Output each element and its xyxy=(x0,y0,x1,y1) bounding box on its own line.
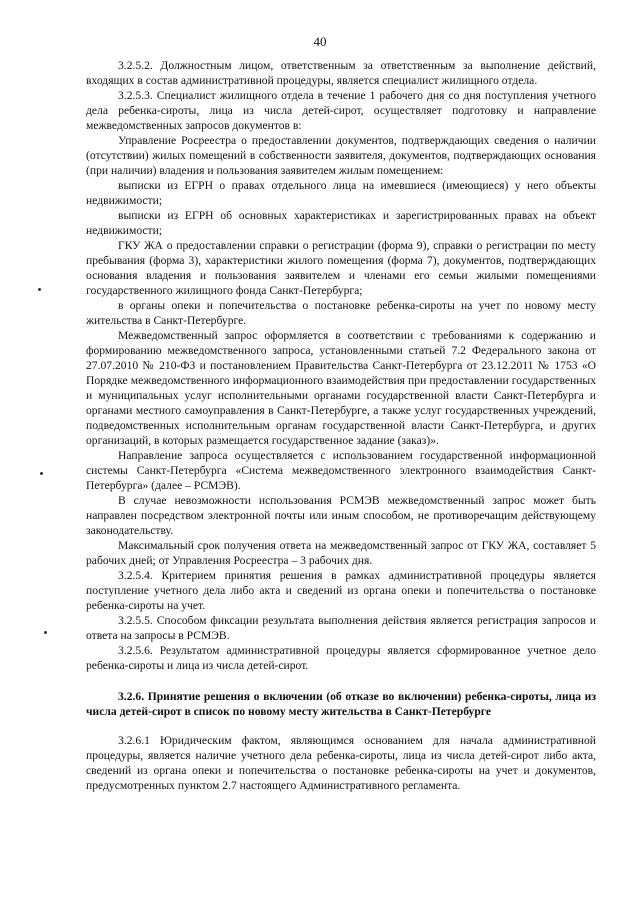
page-number: 40 xyxy=(313,34,327,49)
paragraph: в органы опеки и попечительства о постановке ребенка-сироты на учет по новому месту жительства в Санкт-Петербурге. xyxy=(86,299,596,327)
margin-dot xyxy=(38,288,41,291)
paragraph: 3.2.5.3. Специалист жилищного отдела в течение 1 рабочего дня со дня поступления учетного дела ребенка-сироты, лица из числа детей-сирот, осуществляет подготовку и направление межведомственных запросов документов в: xyxy=(86,89,596,132)
paragraph: Управление Росреестра о предоставлении документов, подтверждающих сведения о наличии (отсутствии) жилых помещений в собственности заявителя, документов, подтверждающих основания (при наличии) владения и пользования заявителем жилым помещением: xyxy=(86,134,596,177)
paragraph: 3.2.5.6. Результатом административной процедуры является сформированное учетное дело ребенка-сироты и лица из числа детей-сирот. xyxy=(86,644,596,672)
paragraph: 3.2.5.4. Критерием принятия решения в рамках административной процедуры является поступление учетного дела либо акта и сведений из органа опеки и попечительства о постановке ребенка-сироты на учет. xyxy=(86,569,596,612)
paragraph: выписки из ЕГРН об основных характеристиках и зарегистрированных правах на объект недвижимости; xyxy=(86,209,596,237)
section-heading: 3.2.6. Принятие решения о включении (об отказе во включении) ребенка-сироты, лица из числа детей-сирот в список по новому месту жительства в Санкт-Петербурге xyxy=(86,690,596,718)
paragraph: Максимальный срок получения ответа на межведомственный запрос от ГКУ ЖА, составляет 5 рабочих дней; от Управления Росреестра – 3 рабочих дня. xyxy=(86,539,596,567)
paragraph: 3.2.5.2. Должностным лицом, ответственным за ответственным за выполнение действий, входящих в состав административной процедуры, является специалист жилищного отдела. xyxy=(86,59,596,87)
paragraph: 3.2.5.5. Способом фиксации результата выполнения действия является регистрация запросов и ответа на запросы в РСМЭВ. xyxy=(86,614,596,642)
paragraph: выписки из ЕГРН о правах отдельного лица на имевшиеся (имеющиеся) у него объекты недвижимости; xyxy=(86,179,596,207)
paragraph: Межведомственный запрос оформляется в соответствии с требованиями к содержанию и формированию межведомственного запроса, установленными статьей 7.2 Федерального закона от 27.07.2010 № 210-ФЗ и постановлением Правительства Санкт-Петербурга от 23.12.2011 № 1753 «О Порядке межведомственного информационного взаимодействия при предоставлении государственных и муниципальных услуг исполнительными органами государственной власти Санкт-Петербурга и органами местного самоуправления в Санкт-Петербурге, а также услуг государственных учреждений, подведомственных исполнительным органам государственной власти Санкт-Петербурга, и других организаций, в которых размещается государственное задание (заказ)». xyxy=(86,329,596,447)
paragraph: ГКУ ЖА о предоставлении справки о регистрации (форма 9), справки о регистрации по месту пребывания (форма 3), характеристики жилого помещения (форма 7), документов, подтверждающих основания владения и пользования заявителем и членами его семьи жилыми помещениями государственного жилищного фонда Санкт-Петербурга; xyxy=(86,239,596,297)
margin-dot xyxy=(40,472,43,475)
document-body xyxy=(86,58,596,793)
paragraph: Направление запроса осуществляется с использованием государственной информационной системы Санкт-Петербурга «Система межведомственного электронного взаимодействия Санкт-Петербурга» (далее – РСМЭВ). xyxy=(86,449,596,492)
margin-dot xyxy=(44,631,47,634)
paragraph: 3.2.6.1 Юридическим фактом, являющимся основанием для начала административной процедуры, является наличие учетного дела ребенка-сироты, лица из числа детей-сирот либо акта, сведений из органа опеки и попечительства о постановке ребенка-сироты на учет и документов, предусмотренных пунктом 2.7 настоящего Административного регламента. xyxy=(86,734,596,792)
paragraph: В случае невозможности использования РСМЭВ межведомственный запрос может быть направлен посредством электронной почты или иным способом, не противоречащим действующему законодательству. xyxy=(86,494,596,537)
